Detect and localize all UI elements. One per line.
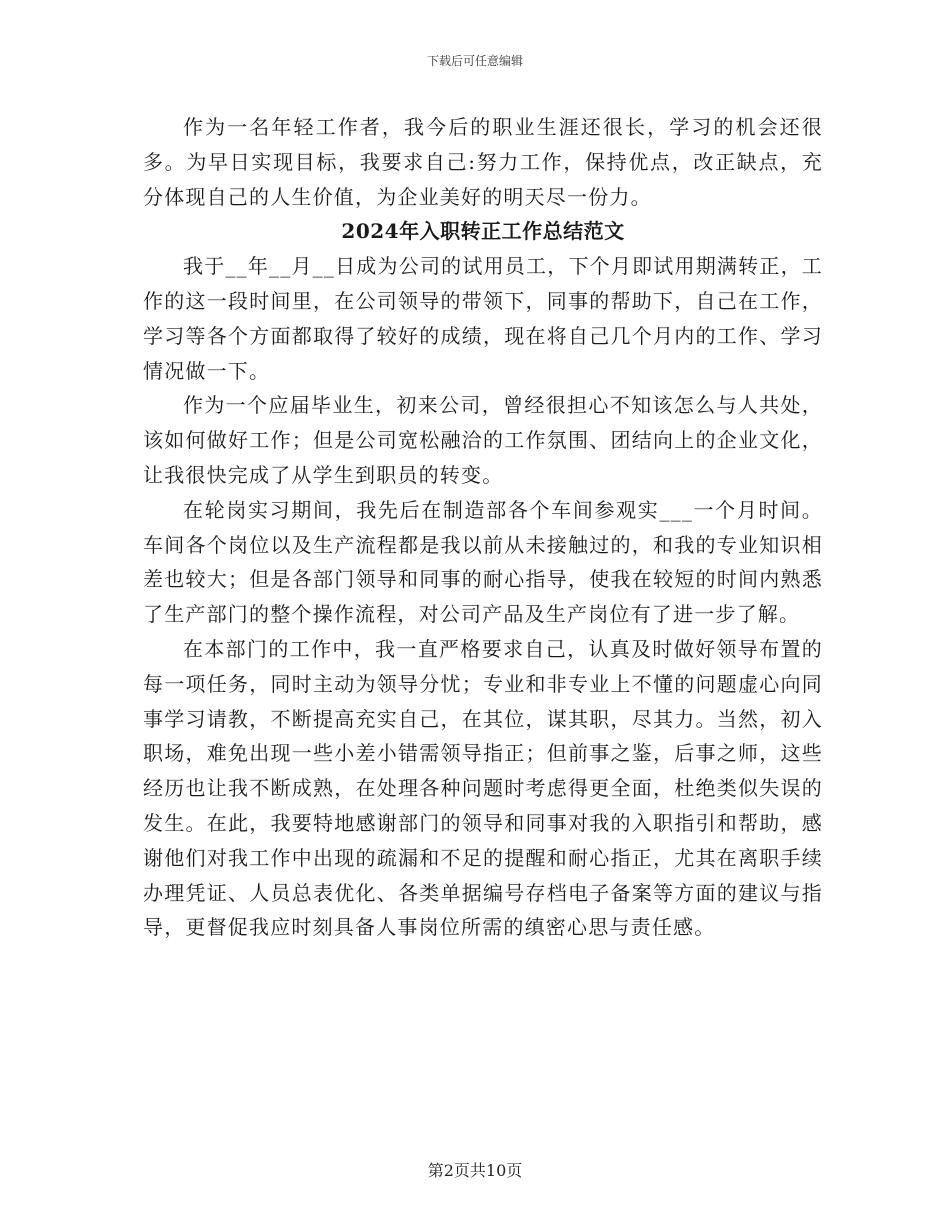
document-body [143, 110, 823, 945]
body-paragraph: 作为一个应届毕业生，初来公司，曾经很担心不知该怎么与人共处，该如何做好工作；但是公司宽松融洽的工作氛围、团结向上的企业文化，让我很快完成了从学生到职员的转变。 [143, 393, 823, 487]
body-paragraph: 在轮岗实习期间，我先后在制造部各个车间参观实___一个月时间。车间各个岗位以及生产流程都是我以前从未接触过的，和我的专业知识相差也较大；但是各部门领导和同事的耐心指导，使我在较短的时间内熟悉了生产部门的整个操作流程，对公司产品及生产岗位有了进一步了解。 [143, 497, 823, 627]
body-paragraph: 我于__年__月__日成为公司的试用员工，下个月即试用期满转正，工作的这一段时间里，在公司领导的带领下，同事的帮助下，自己在工作，学习等各个方面都取得了较好的成绩，现在将自己几个月内的工作、学习情况做一下。 [143, 254, 823, 383]
body-paragraph: 在本部门的工作中，我一直严格要求自己，认真及时做好领导布置的每一项任务，同时主动为领导分忧；专业和非专业上不懂的问题虚心向同事学习请教，不断提高充实自己，在其位，谋其职，尽其力。当然，初入职场，难免出现一些小差小错需领导指正；但前事之鉴，后事之师，这些经历也让我不断成熟，在处理各种问题时考虑得更全面，杜绝类似失误的发生。在此，我要特地感谢部门的领导和同事对我的入职指引和帮助，感谢他们对我工作中出现的疏漏和不足的提醒和耐心指正，尤其在离职手续办理凭证、人员总表优化、各类单据编号存档电子备案等方面的建议与指导，更督促我应时刻具备人事岗位所需的缜密心思与责任感。 [143, 636, 823, 940]
page-number: 第2页共10页 [427, 1161, 523, 1180]
page-header-note: 下载后可任意编辑 [426, 54, 523, 68]
intro-paragraph: 作为一名年轻工作者，我今后的职业生涯还很长，学习的机会还很多。为早日实现目标，我要求自己:努力工作，保持优点，改正缺点，充分体现自己的人生价值，为企业美好的明天尽一份力。 [143, 115, 823, 209]
document-title: 2024年入职转正工作总结范文 [341, 219, 625, 244]
